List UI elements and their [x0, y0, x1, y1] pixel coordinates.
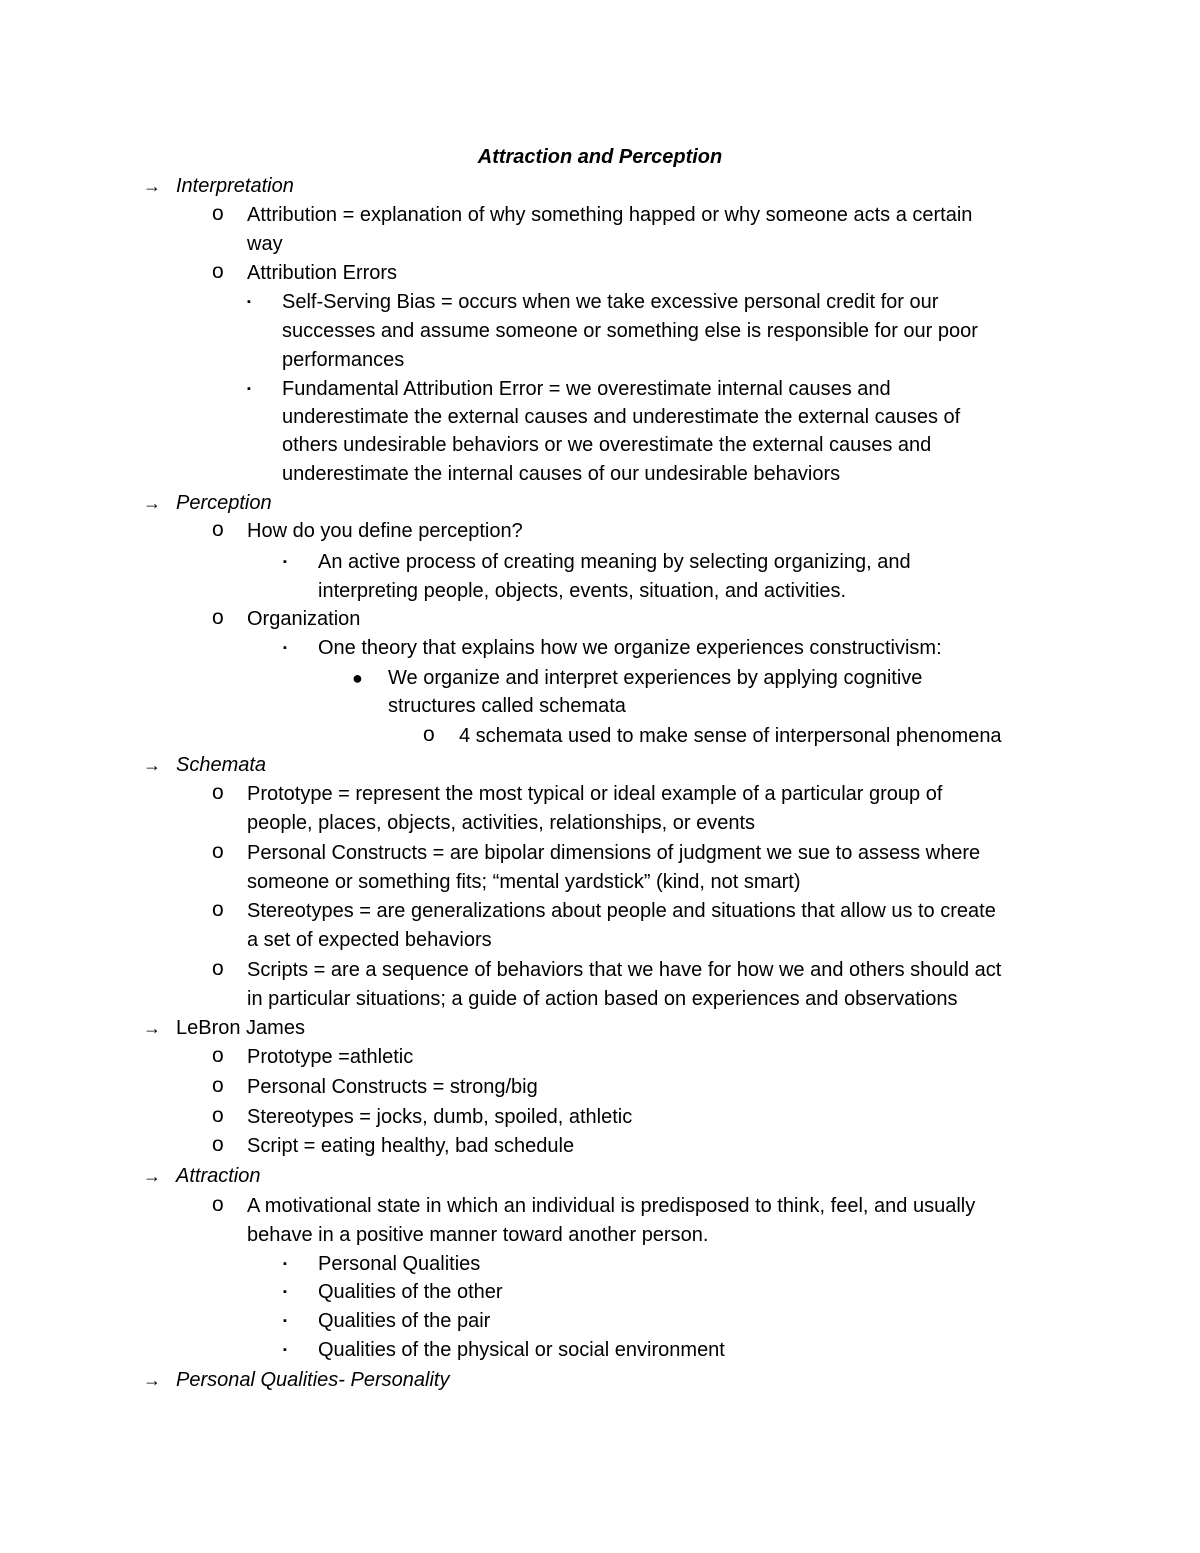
list-item: Attribution Errors — [247, 262, 398, 284]
list-item: Stereotypes = are generalizations about people and situations that allow us to create — [247, 900, 996, 922]
heading-perception: Perception — [176, 492, 272, 514]
list-item: Prototype =athletic — [247, 1046, 414, 1068]
circle-bullet-icon: o — [212, 202, 224, 225]
list-item: behave in a positive manner toward another person. — [247, 1224, 709, 1246]
list-item: Organization — [247, 608, 361, 630]
heading-lebron-james: LeBron James — [176, 1017, 305, 1039]
arrow-icon: → — [143, 755, 161, 775]
list-item: someone or something fits; “mental yardstick” (kind, not smart) — [247, 871, 801, 893]
list-item: successes and assume someone or something else is responsible for our poor — [282, 320, 978, 342]
list-item: Fundamental Attribution Error = we overestimate internal causes and — [282, 378, 891, 400]
square-bullet-icon: ▪ — [283, 1315, 287, 1327]
list-item: Personal Constructs = strong/big — [247, 1076, 538, 1098]
list-item: underestimate the internal causes of our undesirable behaviors — [282, 463, 841, 485]
heading-personal-qualities: Personal Qualities- Personality — [176, 1369, 450, 1391]
dot-bullet-icon: ● — [352, 668, 363, 688]
circle-bullet-icon: o — [212, 1193, 224, 1216]
list-item: A motivational state in which an individual is predisposed to think, feel, and usually — [247, 1195, 976, 1217]
square-bullet-icon: ▪ — [283, 642, 287, 654]
circle-bullet-icon: o — [212, 957, 224, 980]
square-bullet-icon: ▪ — [247, 383, 251, 395]
list-item: in particular situations; a guide of action based on experiences and observations — [247, 988, 958, 1010]
heading-schemata: Schemata — [176, 754, 267, 776]
arrow-icon: → — [143, 176, 161, 196]
list-item: others undesirable behaviors or we overestimate the external causes and — [282, 434, 932, 456]
circle-bullet-icon: o — [212, 1133, 224, 1156]
circle-bullet-icon: o — [212, 840, 224, 863]
circle-bullet-icon: o — [212, 781, 224, 804]
list-item: Stereotypes = jocks, dumb, spoiled, athletic — [247, 1106, 633, 1128]
square-bullet-icon: ▪ — [283, 1258, 287, 1270]
list-item: interpreting people, objects, events, situation, and activities. — [318, 580, 847, 602]
circle-bullet-icon: o — [212, 260, 224, 283]
list-item: Qualities of the other — [318, 1281, 503, 1303]
page-title: Attraction and Perception — [477, 146, 723, 168]
square-bullet-icon: ▪ — [283, 1286, 287, 1298]
heading-attraction: Attraction — [176, 1165, 261, 1187]
list-item: Scripts = are a sequence of behaviors that we have for how we and others should act — [247, 959, 1002, 981]
list-item: 4 schemata used to make sense of interpersonal phenomena — [459, 725, 1002, 747]
circle-bullet-icon: o — [423, 723, 435, 746]
circle-bullet-icon: o — [212, 898, 224, 921]
list-item: Prototype = represent the most typical or ideal example of a particular group of — [247, 783, 943, 805]
list-item: Personal Qualities — [318, 1253, 481, 1275]
arrow-icon: → — [143, 1166, 161, 1186]
list-item: One theory that explains how we organize experiences constructivism: — [318, 637, 942, 659]
heading-interpretation: Interpretation — [176, 175, 294, 197]
list-item: Personal Constructs = are bipolar dimensions of judgment we sue to assess where — [247, 842, 981, 864]
circle-bullet-icon: o — [212, 1044, 224, 1067]
list-item: Self-Serving Bias = occurs when we take excessive personal credit for our — [282, 291, 939, 313]
list-item: Qualities of the pair — [318, 1310, 491, 1332]
list-item: We organize and interpret experiences by applying cognitive — [388, 667, 923, 689]
square-bullet-icon: ▪ — [283, 1344, 287, 1356]
list-item: How do you define perception? — [247, 520, 523, 542]
square-bullet-icon: ▪ — [247, 296, 251, 308]
list-item: performances — [282, 349, 405, 371]
list-item: underestimate the external causes and underestimate the external causes of — [282, 406, 961, 428]
circle-bullet-icon: o — [212, 1104, 224, 1127]
list-item: Qualities of the physical or social environment — [318, 1339, 725, 1361]
circle-bullet-icon: o — [212, 1074, 224, 1097]
list-item: structures called schemata — [388, 695, 626, 717]
arrow-icon: → — [143, 493, 161, 513]
arrow-icon: → — [143, 1018, 161, 1038]
list-item: people, places, objects, activities, relationships, or events — [247, 812, 756, 834]
list-item: An active process of creating meaning by selecting organizing, and — [318, 551, 911, 573]
square-bullet-icon: ▪ — [283, 556, 287, 568]
circle-bullet-icon: o — [212, 606, 224, 629]
list-item: Attribution = explanation of why something happed or why someone acts a certain — [247, 204, 973, 226]
list-item: way — [247, 233, 283, 255]
list-item: Script = eating healthy, bad schedule — [247, 1135, 575, 1157]
list-item: a set of expected behaviors — [247, 929, 492, 951]
arrow-icon: → — [143, 1370, 161, 1390]
circle-bullet-icon: o — [212, 518, 224, 541]
